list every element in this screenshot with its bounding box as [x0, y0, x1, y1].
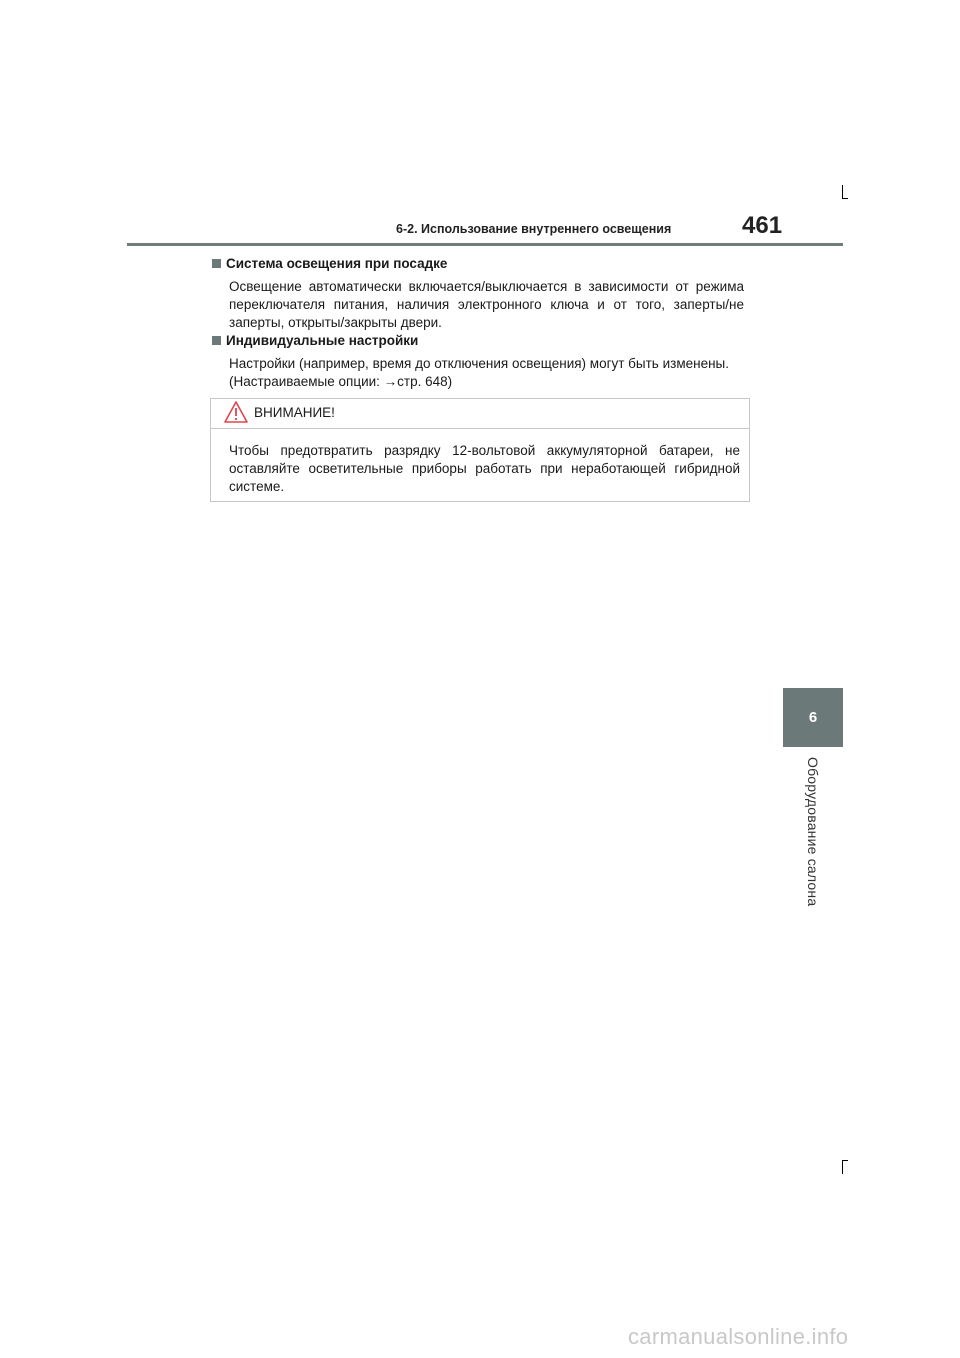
- square-bullet-icon: [212, 336, 221, 345]
- caution-header: [211, 399, 749, 429]
- crop-mark-bottom: [842, 1160, 843, 1174]
- section-heading-text: Индивидуальные настройки: [226, 333, 419, 348]
- section-header-title: 6-2. Использование внутреннего освещения: [396, 222, 672, 236]
- chapter-title: Оборудование салона: [805, 757, 821, 907]
- header-rule: [127, 243, 843, 246]
- crop-mark-top-tick: [842, 198, 848, 199]
- caution-box: [210, 398, 750, 502]
- crop-mark-top: [842, 185, 843, 199]
- page-number: 461: [742, 212, 783, 239]
- warning-triangle-icon: [224, 401, 248, 428]
- caution-line: Чтобы предотвратить разрядку 12-вольтовой аккумуляторной батареи, не: [229, 443, 740, 458]
- square-bullet-icon: [212, 259, 221, 268]
- section-body-entry-lighting: [229, 278, 744, 332]
- body-line: Настройки (например, время до отключения освещения) могут быть изменены.: [229, 356, 729, 371]
- section-heading-custom-settings: [212, 333, 418, 348]
- section-heading-entry-lighting: [212, 256, 447, 271]
- chapter-tab: [783, 688, 843, 747]
- caution-label: ВНИМАНИЕ!: [254, 405, 335, 420]
- body-line: (Настраиваемые опции: →стр. 648): [229, 374, 453, 389]
- watermark: carmanualsonline.info: [628, 1324, 849, 1349]
- caution-text: [229, 442, 740, 496]
- caution-line: системе.: [229, 479, 285, 494]
- chapter-number: 6: [808, 709, 818, 726]
- body-line: заперты, открыты/закрыты двери.: [229, 315, 442, 330]
- section-body-custom-settings: [229, 355, 744, 391]
- body-line: переключателя питания, наличия электронного ключа и от того, заперты/не: [229, 297, 744, 312]
- section-heading-text: Система освещения при посадке: [226, 256, 448, 271]
- caution-line: оставляйте осветительные приборы работать при неработающей гибридной: [229, 461, 740, 476]
- crop-mark-bottom-tick: [842, 1160, 848, 1161]
- body-line: Освещение автоматически включается/выключается в зависимости от режима: [229, 279, 744, 294]
